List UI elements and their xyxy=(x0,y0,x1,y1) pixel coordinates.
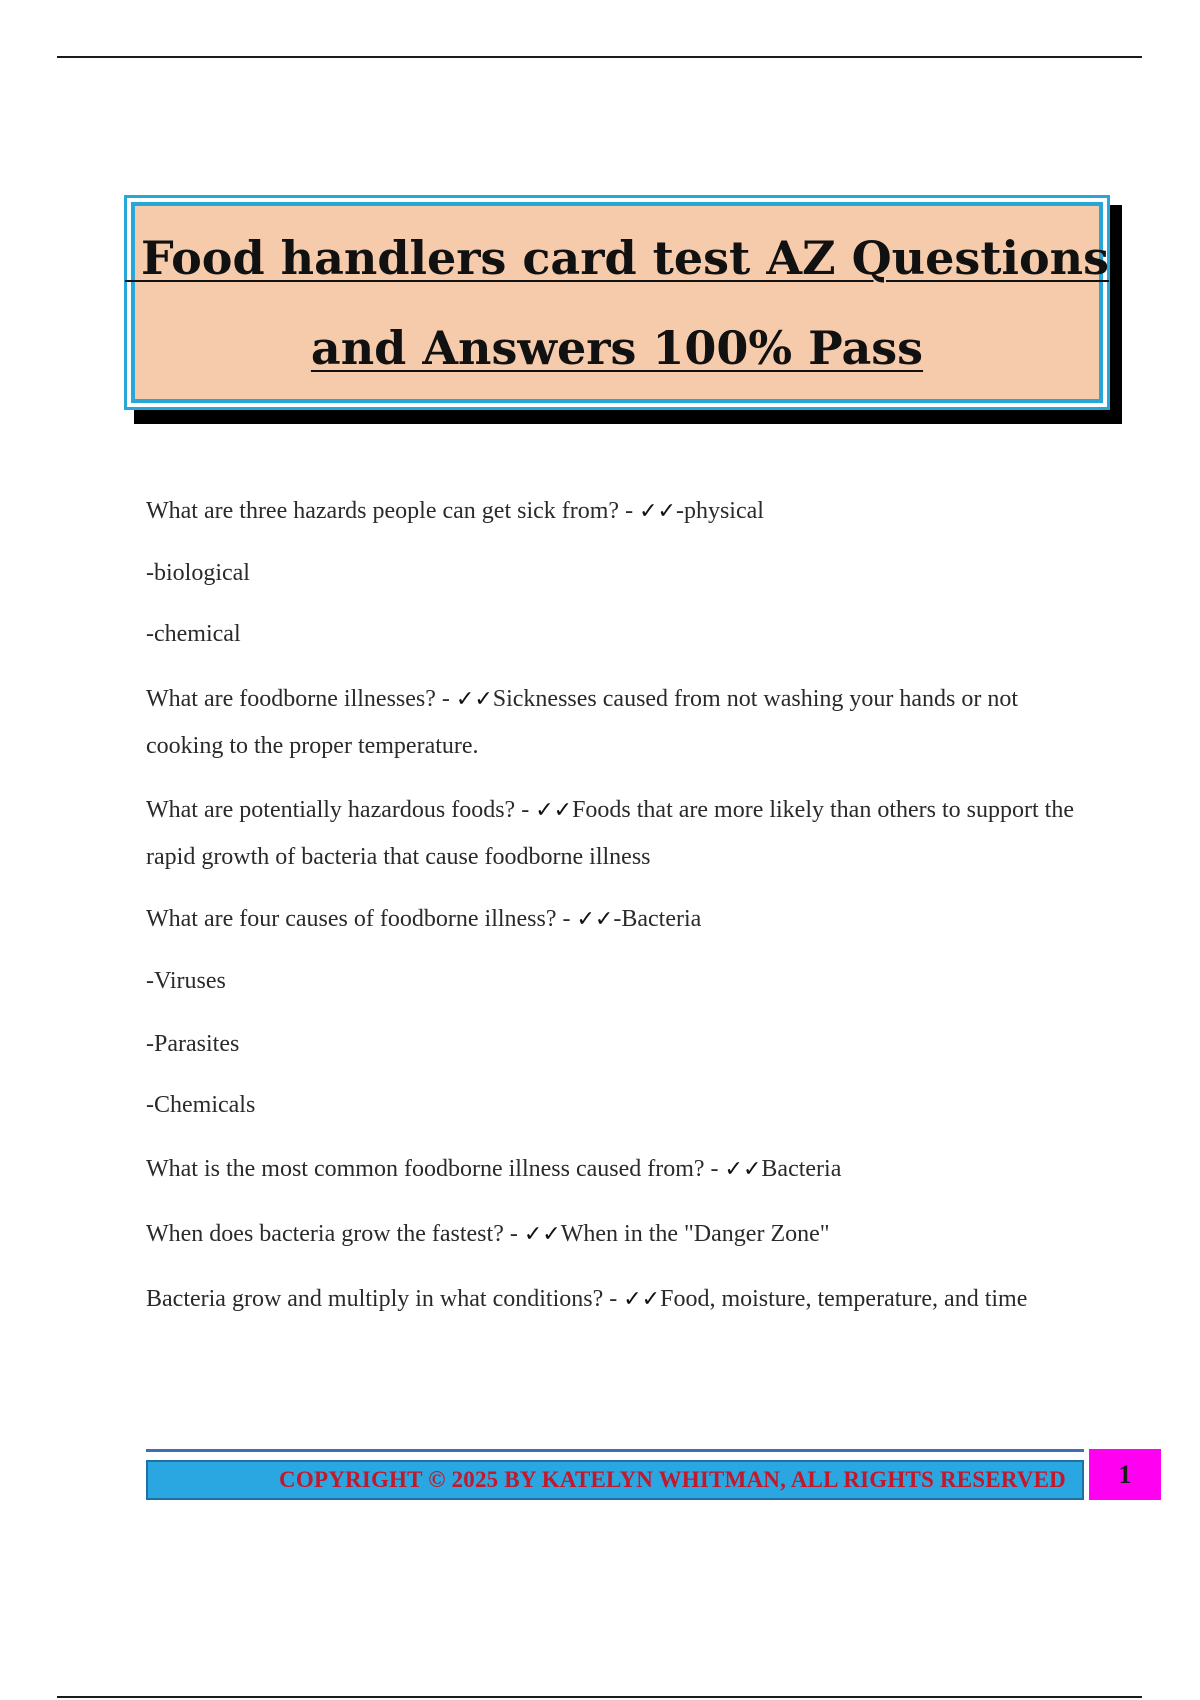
question-text: Bacteria grow and multiply in what conditions? - xyxy=(146,1286,624,1312)
list-item: -chemical xyxy=(146,621,241,647)
answer-text: -Bacteria xyxy=(613,906,702,932)
copyright-text: COPYRIGHT © 2025 BY KATELYN WHITMAN, ALL RIGHTS RESERVED xyxy=(279,1467,1066,1492)
check-mark-icon: ✓✓ xyxy=(455,687,493,712)
question-text: What is the most common foodborne illness caused from? - xyxy=(146,1156,725,1182)
document-title-line-2: and Answers 100% Pass xyxy=(310,320,924,375)
list-item: -Chemicals xyxy=(146,1092,256,1118)
check-mark-icon: ✓✓ xyxy=(724,1157,762,1182)
footer-rule xyxy=(146,1449,1084,1452)
bottom-rule xyxy=(57,1696,1142,1698)
title-box xyxy=(124,195,1110,410)
answer-text: Sicknesses caused from not washing your hands or not cooking to the proper temperature. xyxy=(146,686,1019,759)
qa-item xyxy=(146,787,1086,880)
list-item: -biological xyxy=(146,560,250,586)
question-text: When does bacteria grow the fastest? - xyxy=(146,1221,524,1247)
qa-item xyxy=(146,1276,1086,1323)
answer-text: -physical xyxy=(675,498,764,524)
answer-text: Foods that are more likely than others to support the rapid growth of bacteria that cause foodborne illness xyxy=(146,797,1074,870)
qa-item xyxy=(146,896,1086,943)
list-item: -Parasites xyxy=(146,1031,240,1057)
question-text: What are three hazards people can get sick from? - xyxy=(146,498,640,524)
check-mark-icon: ✓✓ xyxy=(523,1222,561,1247)
qa-item xyxy=(146,1211,1086,1258)
question-text: What are four causes of foodborne illness? - xyxy=(146,906,577,932)
question-text: What are foodborne illnesses? - xyxy=(146,686,456,712)
check-mark-icon: ✓✓ xyxy=(535,798,573,823)
answer-text: When in the "Danger Zone" xyxy=(560,1221,830,1247)
answer-text: Bacteria xyxy=(761,1156,842,1182)
list-item: -Viruses xyxy=(146,968,226,994)
question-text: What are potentially hazardous foods? - xyxy=(146,797,536,823)
top-rule xyxy=(57,56,1142,58)
check-mark-icon: ✓✓ xyxy=(576,907,614,932)
document-title-line-1: Food handlers card test AZ Questions xyxy=(124,230,1110,285)
answer-text: Food, moisture, temperature, and time xyxy=(660,1286,1028,1312)
qa-item xyxy=(146,1146,1086,1193)
footer-bar xyxy=(146,1460,1084,1500)
title-box-inner xyxy=(124,202,1110,403)
check-mark-icon: ✓✓ xyxy=(639,499,676,524)
qa-item xyxy=(146,676,1086,769)
page-number: 1 xyxy=(1089,1449,1161,1500)
qa-item xyxy=(146,488,1086,535)
check-mark-icon: ✓✓ xyxy=(623,1287,661,1312)
